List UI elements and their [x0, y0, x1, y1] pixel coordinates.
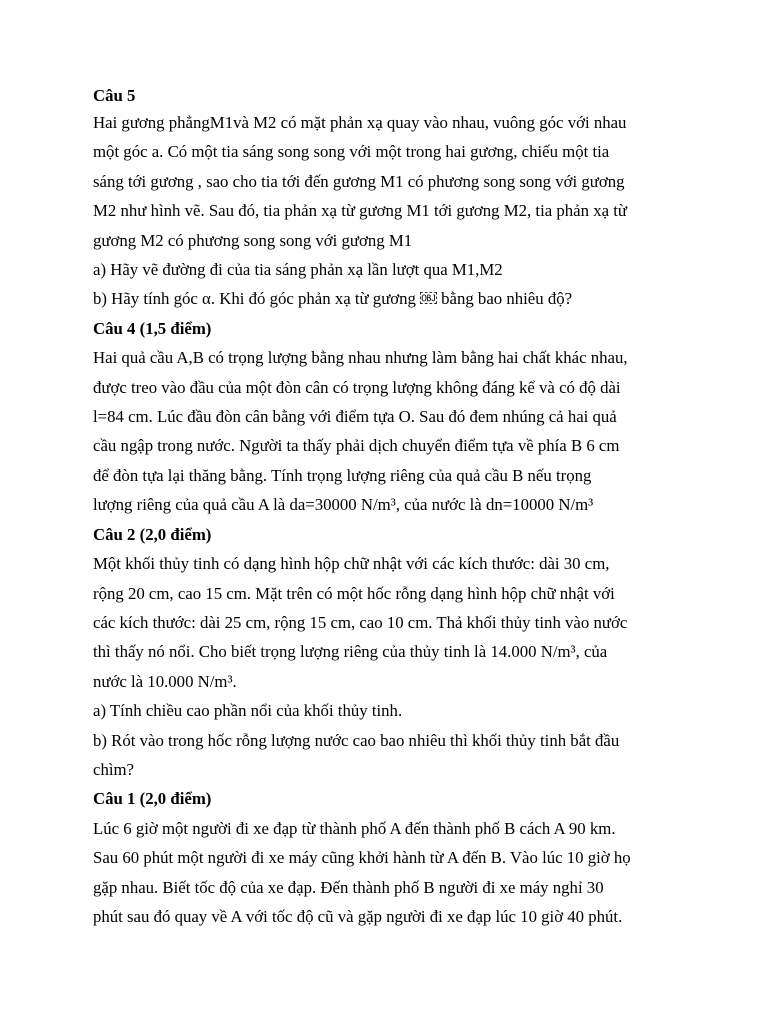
- question-2-line: thì thấy nó nổi. Cho biết trọng lượng riêng của thủy tinh là 14.000 N/m³, của: [93, 642, 608, 662]
- question-4-heading: Câu 4 (1,5 điểm): [93, 318, 212, 338]
- question-1-line: gặp nhau. Biết tốc độ của xe đạp. Đến thành phố B người đi xe máy nghỉ 30: [93, 877, 604, 897]
- question-4-line: lượng riêng của quả cầu A là da=30000 N/m³, của nước là dn=10000 N/m³: [93, 495, 594, 515]
- question-1-line: phút sau đó quay về A với tốc độ cũ và gặp người đi xe đạp lúc 10 giờ 40 phút.: [93, 906, 623, 926]
- document-page: [93, 84, 683, 931]
- question-5-line: sáng tới gương , sao cho tia tới đến gương M1 có phương song song với gương: [93, 171, 625, 191]
- question-2-line: rộng 20 cm, cao 15 cm. Mặt trên có một hốc rỗng dạng hình hộp chữ nhật với: [93, 583, 615, 603]
- question-1-heading: Câu 1 (2,0 điểm): [93, 789, 212, 809]
- question-5-line: một góc a. Có một tia sáng song song với một trong hai gương, chiếu một tia: [93, 142, 610, 162]
- question-2-heading: Câu 2 (2,0 điểm): [93, 524, 212, 544]
- question-5-part-b: b) Hãy tính góc α. Khi đó góc phản xạ từ gương ￼ bằng bao nhiêu độ?: [93, 289, 573, 309]
- question-5-part-a: a) Hãy vẽ đường đi của tia sáng phản xạ lần lượt qua M1,M2: [93, 260, 503, 280]
- question-1-line: Sau 60 phút một người đi xe máy cũng khởi hành từ A đến B. Vào lúc 10 giờ họ: [93, 848, 631, 868]
- question-5-line: gương M2 có phương song song với gương M1: [93, 230, 413, 250]
- question-2-part-b: b) Rót vào trong hốc rỗng lượng nước cao bao nhiêu thì khối thủy tinh bắt đầu: [93, 730, 620, 750]
- question-5-heading: Câu 5: [93, 86, 136, 105]
- question-4-line: Hai quả cầu A,B có trọng lượng bằng nhau nhưng làm bằng hai chất khác nhau,: [93, 348, 628, 368]
- question-2-line: Một khối thủy tinh có dạng hình hộp chữ nhật với các kích thước: dài 30 cm,: [93, 554, 610, 574]
- question-5-line: Hai gương phẳngM1và M2 có mặt phản xạ quay vào nhau, vuông góc với nhau: [93, 113, 627, 132]
- question-4-line: cầu ngập trong nước. Người ta thấy phải dịch chuyển điểm tựa về phía B 6 cm: [93, 436, 620, 456]
- question-4-line: được treo vào đầu của một đòn cân có trọng lượng không đáng kể và có độ dài: [93, 377, 621, 397]
- question-4-line: l=84 cm. Lúc đầu đòn cân bằng với điểm tựa O. Sau đó đem nhúng cả hai quả: [93, 407, 617, 427]
- question-5-line: M2 như hình vẽ. Sau đó, tia phản xạ từ gương M1 tới gương M2, tia phản xạ từ: [93, 201, 628, 221]
- question-2-line: nước là 10.000 N/m³.: [93, 671, 237, 691]
- question-2-line: các kích thước: dài 25 cm, rộng 15 cm, cao 10 cm. Thả khối thủy tinh vào nước: [93, 612, 628, 632]
- question-4-line: để đòn tựa lại thăng bằng. Tính trọng lượng riêng của quả cầu B nếu trọng: [93, 465, 592, 485]
- question-1-line: Lúc 6 giờ một người đi xe đạp từ thành phố A đến thành phố B cách A 90 km.: [93, 818, 616, 838]
- question-2-part-a: a) Tính chiều cao phần nổi của khối thủy tinh.: [93, 701, 403, 721]
- question-2-part-b: chìm?: [93, 759, 135, 779]
